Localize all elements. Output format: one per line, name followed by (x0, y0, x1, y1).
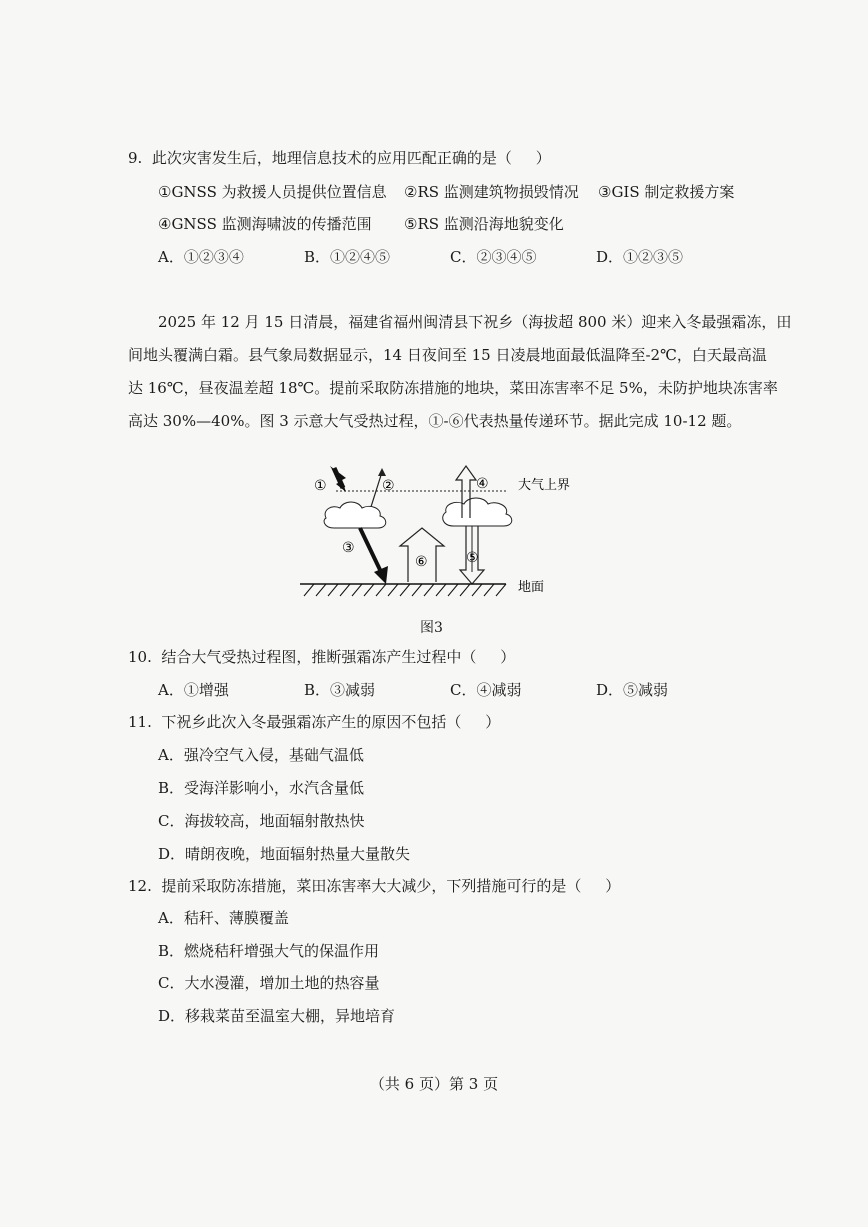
q11-stem: 11. 下祝乡此次入冬最强霜冻产生的原因不包括（ ） (128, 713, 501, 731)
q12-option-b: B．燃烧秸秆增强大气的保温作用 (158, 942, 380, 960)
passage-line-3: 达 16℃，昼夜温差超 18℃。提前采取防冻措施的地块，菜田冻害率不足 5%，未防护地块冻害率 (128, 379, 778, 397)
q9-stem: 9. 此次灾害发生后，地理信息技术的应用匹配正确的是（ ） (128, 149, 551, 167)
atmosphere-top-label: 大气上界 (518, 478, 571, 493)
label-5: ⑤ (466, 550, 479, 566)
label-1: ① (314, 478, 327, 494)
q9-option-b: B．①②④⑤ (304, 248, 391, 266)
q12-option-a: A．秸秆、薄膜覆盖 (158, 909, 289, 927)
label-4: ④ (476, 476, 489, 492)
passage-line-1: 2025 年 12 月 15 日清晨，福建省福州闽清县下祝乡（海拔超 800 米）迎来入冬最强霜冻，田 (158, 313, 792, 331)
q12-stem: 12. 提前采取防冻措施，菜田冻害率大大减少，下列措施可行的是（ ） (128, 877, 621, 895)
passage-line-2: 间地头覆满白霜。县气象局数据显示，14 日夜间至 15 日凌晨地面最低温降至-2℃，白天最高温 (128, 346, 767, 364)
figure-caption: 图3 (420, 620, 443, 636)
arrow-3-solar-to-ground (360, 528, 382, 574)
q12-option-d: D．移栽菜苗至温室大棚，异地培育 (158, 1007, 396, 1025)
q9-item-2: ②RS 监测建筑物损毁情况 (404, 183, 579, 201)
q11-option-c: C．海拔较高，地面辐射散热快 (158, 812, 365, 830)
q10-option-b: B．③减弱 (304, 681, 376, 699)
q10-option-d: D．⑤减弱 (596, 681, 669, 699)
q9-option-d: D．①②③⑤ (596, 248, 684, 266)
ground-hatching (304, 584, 506, 596)
q10-option-c: C．④减弱 (450, 681, 522, 699)
q11-option-a: A．强冷空气入侵，基础气温低 (158, 746, 364, 764)
q9-item-1: ①GNSS 为救援人员提供位置信息 (158, 183, 387, 201)
label-6: ⑥ (415, 554, 428, 570)
q11-option-b: B．受海洋影响小，水汽含量低 (158, 779, 365, 797)
passage-line-4: 高达 30%—40%。图 3 示意大气受热过程，①-⑥代表热量传递环节。据此完成 10-12 题。 (128, 412, 742, 430)
label-2: ② (382, 478, 395, 494)
q11-option-d: D．晴朗夜晚，地面辐射热量大量散失 (158, 845, 411, 863)
cloud-left (324, 502, 386, 528)
q10-option-a: A．①增强 (158, 681, 229, 699)
q9-item-3: ③GIS 制定救援方案 (598, 183, 735, 201)
q9-option-c: C．②③④⑤ (450, 248, 537, 266)
q10-stem: 10. 结合大气受热过程图，推断强霜冻产生过程中（ ） (128, 648, 516, 666)
page-footer: （共 6 页）第 3 页 (369, 1075, 499, 1093)
ground-label: 地面 (518, 580, 545, 595)
q12-option-c: C．大水漫灌，增加土地的热容量 (158, 974, 380, 992)
q9-option-a: A．①②③④ (158, 248, 244, 266)
q9-item-5: ⑤RS 监测沿海地貌变化 (404, 215, 564, 233)
atmosphere-heating-diagram (296, 460, 576, 610)
arrow-2-head (378, 468, 386, 476)
label-3: ③ (342, 540, 355, 556)
cloud-right (443, 498, 512, 526)
q9-item-4: ④GNSS 监测海啸波的传播范围 (158, 215, 372, 233)
